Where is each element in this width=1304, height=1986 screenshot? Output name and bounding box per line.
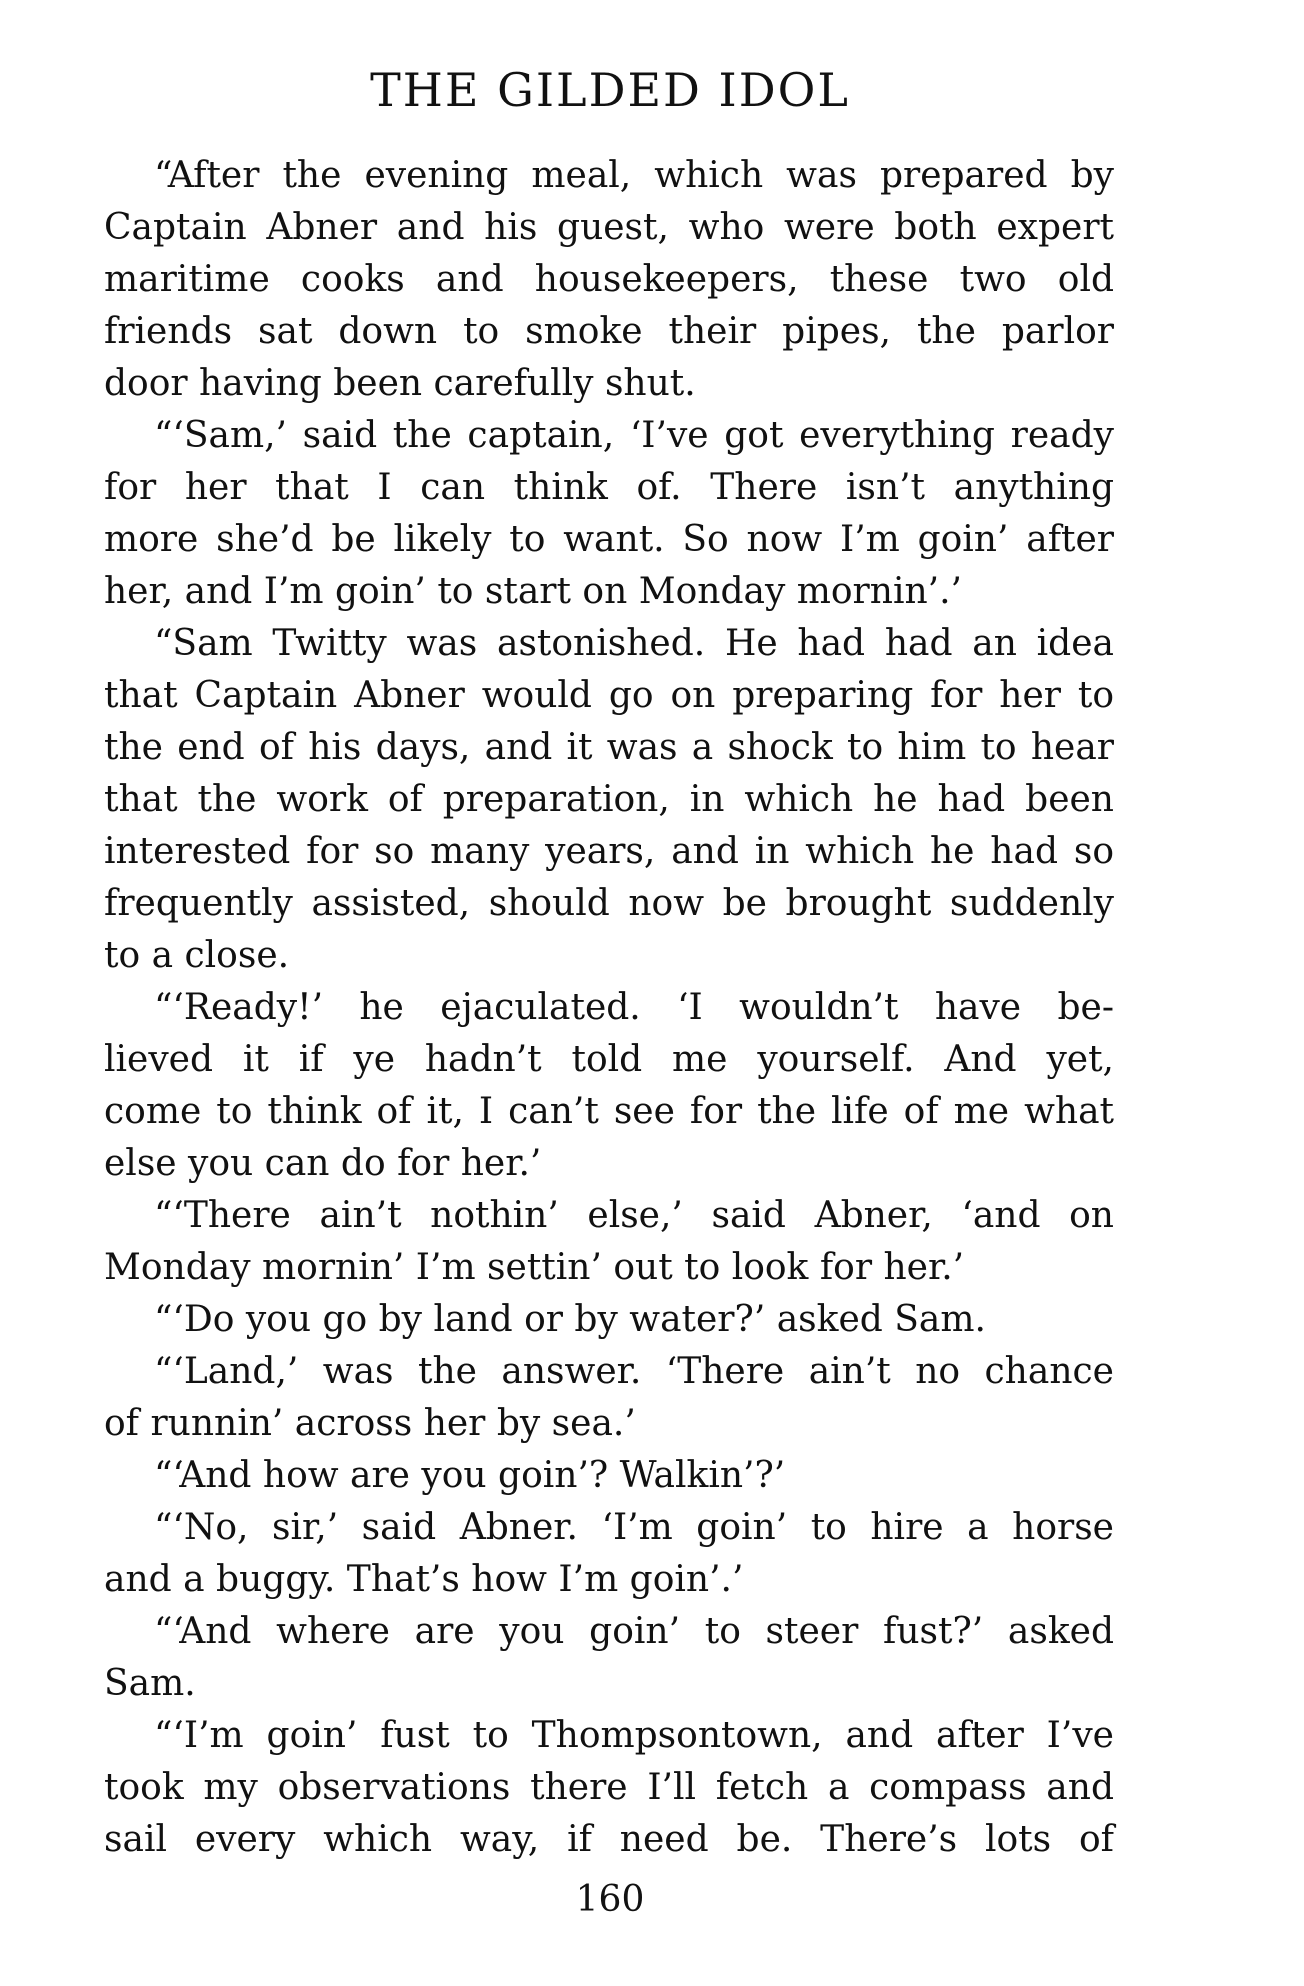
text-line: maritime cooks and housekeepers, these two old	[104, 259, 1114, 300]
text-line: Monday mornin’ I’m settin’ out to look for her.’	[104, 1247, 965, 1288]
text-line: “‘Sam,’ said the captain, ‘I’ve got everything ready	[154, 415, 1114, 456]
text-line: friends sat down to smoke their pipes, the parlor	[104, 311, 1114, 352]
running-head-title: THE GILDED IDOL	[370, 63, 850, 117]
text-line: of runnin’ across her by sea.’	[104, 1403, 636, 1444]
text-line: the end of his days, and it was a shock to him to hear	[104, 727, 1114, 768]
text-line: her, and I’m goin’ to start on Monday mornin’.’	[104, 571, 962, 612]
text-line: Captain Abner and his guest, who were both expert	[104, 207, 1114, 248]
text-line: door having been carefully shut.	[104, 363, 696, 404]
text-line: “‘There ain’t nothin’ else,’ said Abner, ‘and on	[154, 1195, 1114, 1236]
text-line: “‘I’m goin’ fust to Thompsontown, and after I’ve	[154, 1715, 1114, 1756]
text-line: “‘Do you go by land or by water?’ asked Sam.	[154, 1299, 986, 1340]
text-line: that Captain Abner would go on preparing for her to	[104, 675, 1114, 716]
text-line: more she’d be likely to want. So now I’m goin’ after	[104, 519, 1114, 560]
page-number: 160	[575, 1879, 645, 1920]
text-line: “‘No, sir,’ said Abner. ‘I’m goin’ to hire a horse	[154, 1507, 1114, 1548]
body-text	[104, 150, 1114, 1866]
text-line: lieved it if ye hadn’t told me yourself. And yet,	[104, 1039, 1114, 1080]
text-line: “‘Ready!’ he ejaculated. ‘I wouldn’t have be-	[154, 987, 1114, 1028]
text-line: sail every which way, if need be. There’s lots of	[104, 1819, 1114, 1860]
text-line: for her that I can think of. There isn’t anything	[104, 467, 1114, 508]
text-line: and a buggy. That’s how I’m goin’.’	[104, 1559, 744, 1600]
text-line: Sam.	[104, 1663, 196, 1704]
text-line: “After the evening meal, which was prepared by	[154, 155, 1114, 196]
text-line: to a close.	[104, 935, 290, 976]
text-line: “‘Land,’ was the answer. ‘There ain’t no chance	[154, 1351, 1114, 1392]
text-line: come to think of it, I can’t see for the life of me what	[104, 1091, 1114, 1132]
text-line: frequently assisted, should now be brought suddenly	[104, 883, 1114, 924]
text-line: “‘And where are you goin’ to steer fust?’ asked	[154, 1611, 1114, 1652]
text-line: took my observations there I’ll fetch a compass and	[104, 1767, 1114, 1808]
text-line: interested for so many years, and in which he had so	[104, 831, 1114, 872]
text-line: “Sam Twitty was astonished. He had had an idea	[154, 623, 1114, 664]
text-line: that the work of preparation, in which he had been	[104, 779, 1114, 820]
text-line: else you can do for her.’	[104, 1143, 542, 1184]
text-line: “‘And how are you goin’? Walkin’?’	[154, 1455, 786, 1496]
